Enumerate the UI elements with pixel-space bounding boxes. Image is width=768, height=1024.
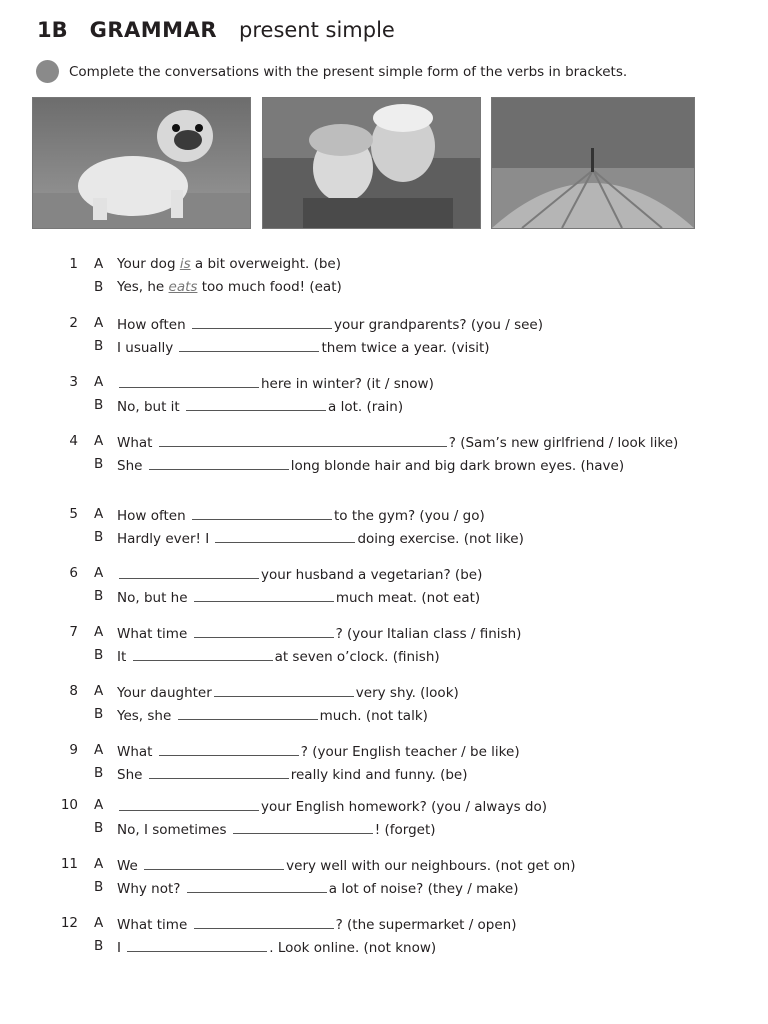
text-segment: your English homework? (you / always do) — [261, 799, 548, 815]
text-segment: very well with our neighbours. (not get on) — [286, 858, 576, 874]
text-segment: What — [117, 435, 157, 451]
speaker-label: A — [94, 315, 104, 331]
exercise-item — [0, 856, 768, 902]
answer-blank[interactable] — [187, 879, 327, 893]
answer-blank[interactable] — [144, 856, 284, 870]
exercise-item — [0, 256, 768, 302]
exercise-item — [0, 683, 768, 729]
dialogue-line-a — [0, 565, 768, 588]
dialogue-text — [117, 565, 482, 583]
example-answer: eats — [168, 279, 198, 295]
answer-blank[interactable] — [215, 529, 355, 543]
text-segment: at seven o’clock. (finish) — [274, 649, 440, 665]
dialogue-text — [117, 915, 517, 933]
speaker-label: A — [94, 433, 104, 449]
dialogue-line-b — [0, 879, 768, 902]
item-number: 9 — [69, 742, 78, 758]
unit-label: 1B — [37, 18, 68, 42]
dialogue-text — [117, 765, 468, 783]
dialogue-line-a — [0, 256, 768, 279]
dialogue-text — [117, 338, 490, 356]
dialogue-line-a — [0, 374, 768, 397]
text-segment: She — [117, 458, 147, 474]
answer-blank[interactable] — [159, 742, 299, 756]
answer-blank[interactable] — [149, 456, 289, 470]
dialogue-text — [117, 706, 428, 724]
text-segment: here in winter? (it / snow) — [261, 376, 434, 392]
text-segment: ? (Sam’s new girlfriend / look like) — [448, 435, 679, 451]
exercise-item — [0, 374, 768, 420]
text-segment: What — [117, 744, 157, 760]
speaker-label: B — [94, 529, 104, 545]
dialogue-text — [117, 279, 342, 295]
photo-umbrella — [491, 97, 695, 229]
speaker-label: B — [94, 397, 104, 413]
instruction-text: Complete the conversations with the present simple form of the verbs in brackets. — [69, 63, 628, 80]
exercise-item — [0, 315, 768, 361]
dialogue-text — [117, 856, 576, 874]
speaker-label: A — [94, 915, 104, 931]
text-segment: ? (your Italian class / finish) — [335, 626, 522, 642]
speaker-label: B — [94, 456, 104, 472]
text-segment: No, but it — [117, 399, 184, 415]
answer-blank[interactable] — [233, 820, 373, 834]
dialogue-text — [117, 879, 518, 897]
example-answer: is — [179, 256, 191, 272]
item-number: 3 — [69, 374, 78, 390]
speaker-label: B — [94, 938, 104, 954]
text-segment: Hardly ever! I — [117, 531, 214, 547]
photo-pug — [32, 97, 251, 229]
speaker-label: B — [94, 879, 104, 895]
speaker-label: A — [94, 565, 104, 581]
text-segment: a lot of noise? (they / make) — [328, 881, 519, 897]
dialogue-text — [117, 742, 520, 760]
text-segment: ? (your English teacher / be like) — [300, 744, 520, 760]
pug-image — [33, 98, 250, 228]
dialogue-text — [117, 433, 678, 451]
speaker-label: B — [94, 647, 104, 663]
dialogue-line-a — [0, 624, 768, 647]
dialogue-line-a — [0, 315, 768, 338]
text-segment: very shy. (look) — [355, 685, 459, 701]
answer-blank[interactable] — [186, 397, 326, 411]
exercise-item — [0, 433, 768, 479]
answer-blank[interactable] — [119, 374, 259, 388]
dialogue-line-a — [0, 742, 768, 765]
speaker-label: A — [94, 683, 104, 699]
text-segment: She — [117, 767, 147, 783]
speaker-label: A — [94, 742, 104, 758]
answer-blank[interactable] — [194, 915, 334, 929]
dialogue-line-a — [0, 683, 768, 706]
exercise-instruction — [36, 60, 627, 83]
text-segment: What time — [117, 917, 192, 933]
text-segment: your grandparents? (you / see) — [333, 317, 543, 333]
text-segment: We — [117, 858, 143, 874]
answer-blank[interactable] — [178, 706, 318, 720]
text-segment: . Look online. (not know) — [269, 940, 437, 956]
dialogue-line-b — [0, 279, 768, 302]
answer-blank[interactable] — [194, 588, 334, 602]
dialogue-line-b — [0, 529, 768, 552]
exercise-item — [0, 624, 768, 670]
dialogue-text — [117, 683, 459, 701]
dialogue-text — [117, 938, 436, 956]
dialogue-text — [117, 256, 341, 272]
dialogue-text — [117, 315, 543, 333]
answer-blank[interactable] — [194, 624, 334, 638]
speaker-label: A — [94, 797, 104, 813]
page-header — [37, 18, 395, 42]
dialogue-text — [117, 588, 480, 606]
text-segment: Yes, she — [117, 708, 176, 724]
dialogue-line-b — [0, 338, 768, 361]
text-segment: I — [117, 940, 126, 956]
speaker-label: A — [94, 506, 104, 522]
dialogue-line-b — [0, 820, 768, 843]
speaker-label: A — [94, 856, 104, 872]
speaker-label: B — [94, 588, 104, 604]
item-number: 2 — [69, 315, 78, 331]
exercise-bullet-icon — [36, 60, 59, 83]
dialogue-line-b — [0, 647, 768, 670]
dialogue-line-a — [0, 915, 768, 938]
answer-blank[interactable] — [192, 506, 332, 520]
item-number: 5 — [69, 506, 78, 522]
item-number: 11 — [60, 856, 78, 872]
dialogue-text — [117, 456, 624, 474]
answer-blank[interactable] — [133, 647, 273, 661]
item-number: 4 — [69, 433, 78, 449]
text-segment: long blonde hair and big dark brown eyes. (have) — [290, 458, 625, 474]
dialogue-text — [117, 820, 436, 838]
speaker-label: A — [94, 256, 104, 272]
item-number: 7 — [69, 624, 78, 640]
speaker-label: B — [94, 338, 104, 354]
answer-blank[interactable] — [159, 433, 447, 447]
item-number: 8 — [69, 683, 78, 699]
dialogue-line-b — [0, 706, 768, 729]
speaker-label: B — [94, 279, 104, 295]
dialogue-text — [117, 374, 434, 392]
dialogue-text — [117, 397, 403, 415]
answer-blank[interactable] — [192, 315, 332, 329]
dialogue-text — [117, 529, 524, 547]
text-segment: Your daughter — [117, 685, 212, 701]
answer-blank[interactable] — [179, 338, 319, 352]
item-number: 10 — [60, 797, 78, 813]
speaker-label: B — [94, 765, 104, 781]
text-segment: How often — [117, 317, 190, 333]
text-segment: much meat. (not eat) — [335, 590, 481, 606]
dialogue-line-b — [0, 456, 768, 479]
text-segment: Your dog — [117, 256, 180, 272]
text-segment: How often — [117, 508, 190, 524]
text-segment: a bit overweight. (be) — [190, 256, 341, 272]
dialogue-line-a — [0, 506, 768, 529]
dialogue-line-a — [0, 856, 768, 879]
text-segment: I usually — [117, 340, 178, 356]
speaker-label: A — [94, 624, 104, 640]
exercise-item — [0, 915, 768, 961]
section-title: GRAMMAR — [89, 18, 218, 42]
answer-blank[interactable] — [119, 565, 259, 579]
text-segment: doing exercise. (not like) — [357, 531, 524, 547]
exercise-item — [0, 506, 768, 552]
text-segment: It — [117, 649, 131, 665]
text-segment: much. (not talk) — [319, 708, 428, 724]
dialogue-line-b — [0, 938, 768, 961]
dialogue-line-b — [0, 765, 768, 788]
speaker-label: B — [94, 820, 104, 836]
text-segment: too much food! (eat) — [197, 279, 342, 295]
answer-blank[interactable] — [214, 683, 354, 697]
section-subtitle: present simple — [239, 18, 395, 42]
text-segment: No, but he — [117, 590, 192, 606]
answer-blank[interactable] — [127, 938, 267, 952]
text-segment: Why not? — [117, 881, 185, 897]
text-segment: ! (forget) — [374, 822, 436, 838]
text-segment: to the gym? (you / go) — [333, 508, 485, 524]
exercise-item — [0, 742, 768, 788]
dialogue-line-a — [0, 797, 768, 820]
text-segment: Yes, he — [117, 279, 169, 295]
dialogue-text — [117, 647, 440, 665]
answer-blank[interactable] — [149, 765, 289, 779]
couple-image — [263, 98, 480, 228]
text-segment: really kind and funny. (be) — [290, 767, 468, 783]
text-segment: ? (the supermarket / open) — [335, 917, 517, 933]
umbrella-image — [492, 98, 694, 228]
speaker-label: B — [94, 706, 104, 722]
exercise-item — [0, 797, 768, 843]
dialogue-text — [117, 624, 521, 642]
speaker-label: A — [94, 374, 104, 390]
answer-blank[interactable] — [119, 797, 259, 811]
text-segment: a lot. (rain) — [328, 399, 404, 415]
dialogue-text — [117, 506, 485, 524]
dialogue-line-a — [0, 433, 768, 456]
item-number: 6 — [69, 565, 78, 581]
text-segment: your husband a vegetarian? (be) — [261, 567, 483, 583]
photo-couple — [262, 97, 481, 229]
exercise-item — [0, 565, 768, 611]
text-segment: them twice a year. (visit) — [321, 340, 490, 356]
dialogue-text — [117, 797, 547, 815]
dialogue-line-b — [0, 397, 768, 420]
item-number: 1 — [69, 256, 78, 272]
item-number: 12 — [60, 915, 78, 931]
dialogue-line-b — [0, 588, 768, 611]
text-segment: No, I sometimes — [117, 822, 231, 838]
text-segment: What time — [117, 626, 192, 642]
